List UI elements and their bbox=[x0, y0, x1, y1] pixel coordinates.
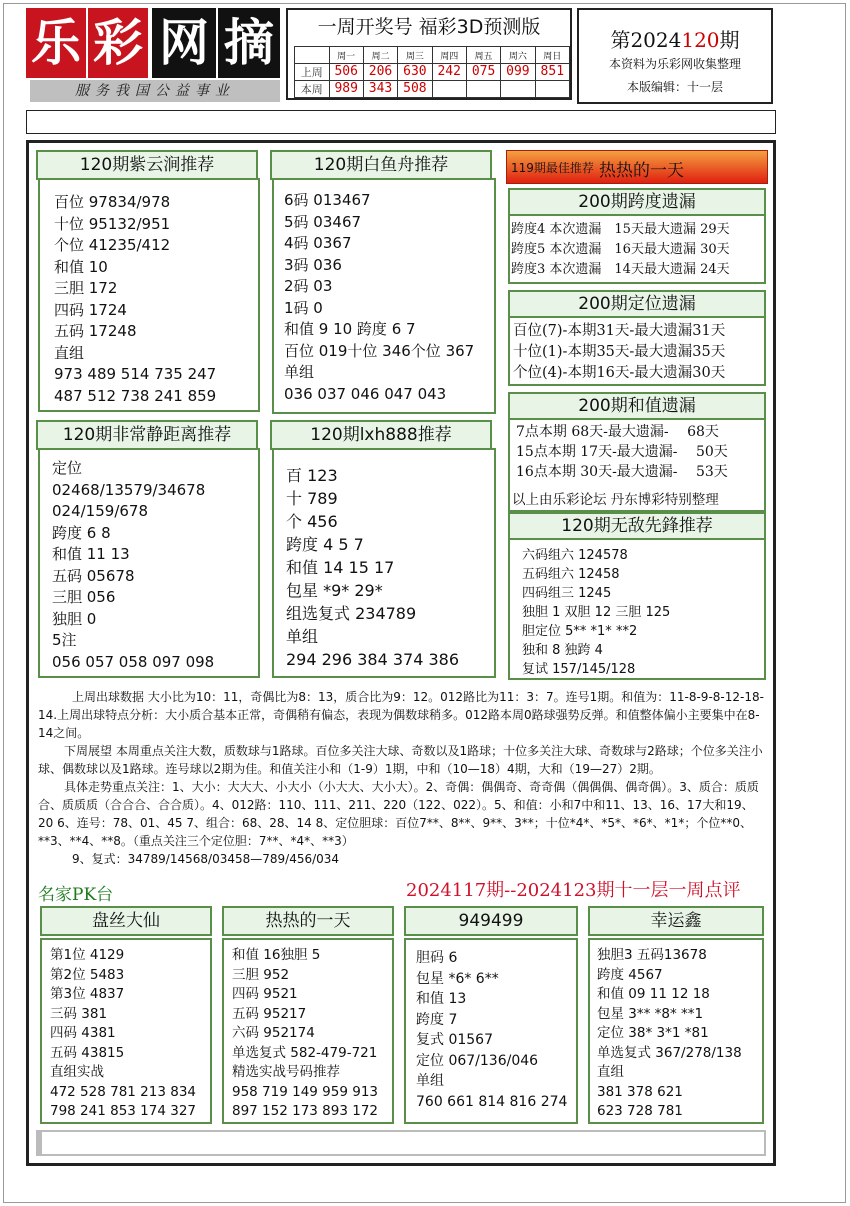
card-wudi bbox=[508, 538, 766, 680]
best-banner bbox=[506, 150, 768, 184]
card-body: 第1位 4129 第2位 5483 第3位 4837 三码 381 四码 4381 五码 43815 直组实战 472 528 781 213 834 798 241 853 174 327 bbox=[50, 947, 197, 1119]
analysis-text bbox=[38, 688, 768, 868]
card-title-feichang: 120期非常静距离推荐 bbox=[36, 420, 258, 450]
expert-card bbox=[404, 938, 578, 1124]
draw-number: 630 bbox=[398, 64, 432, 81]
logo-char-3: 网 bbox=[152, 8, 216, 78]
card-feichang bbox=[38, 448, 260, 678]
last-week-label: 上周 bbox=[295, 64, 330, 81]
draw-number: 099 bbox=[501, 64, 535, 81]
pk-label: 名家PK台 bbox=[38, 885, 114, 905]
analysis-last-week: 上周出球数据 大小比为10：11，奇偶比为8：13，质合比为9：12。012路比为11：3：7。连号1期。和值为：11-8-9-8-12-18-14.上周出球特点分析：大小质合基本正常，奇偶稍有偏态，表现为偶数球稍多。012路本周0路球强势反弹。和值整体偏小主要集中在8-14之间。 bbox=[38, 690, 764, 740]
card-kuadu bbox=[508, 214, 766, 284]
card-title-ziyunjian: 120期紫云涧推荐 bbox=[36, 150, 258, 180]
analysis-next-week: 下周展望 本周重点关注大数，质数球与1路球。百位多关注大球、奇数以及1路球；十位多关注大球、奇数球与2路球；个位多关注小球、偶数球以及1路球。连号球以2期为佳。和值关注小和（1-9）1期，中和（10—18）4期，大和（19—27）2期。 bbox=[38, 744, 763, 776]
weekday: 周六 bbox=[501, 47, 535, 64]
draw-number bbox=[501, 81, 535, 98]
logo-char-4: 摘 bbox=[218, 8, 280, 78]
source-note: 本资料为乐彩网收集整理 bbox=[608, 57, 741, 71]
card-title-kuadu: 200期跨度遗漏 bbox=[508, 188, 766, 216]
draw-number: 242 bbox=[432, 64, 466, 81]
weekday: 周一 bbox=[329, 47, 363, 64]
expert-card bbox=[40, 938, 212, 1124]
draw-table bbox=[294, 46, 570, 98]
card-body: 百位 97834/978 十位 95132/951 个位 41235/412 和值 10 三胆 172 四码 1724 五码 17248 直组 973 489 514 735 247 487 512 738 241 859 bbox=[54, 193, 217, 405]
issue-box bbox=[577, 8, 773, 104]
card-body: 胆码 6 包星 *6* 6** 和值 13 跨度 7 复式 01567 定位 067/136/046 单组 760 661 814 816 274 bbox=[416, 950, 568, 1110]
weekday: 周日 bbox=[535, 47, 569, 64]
card-body: 定位 02468/13579/34678 024/159/678 跨度 6 8 和值 11 13 五码 05678 三胆 056 独胆 0 5注 056 057 058 097 098 bbox=[52, 459, 215, 671]
logo-char-1: 乐 bbox=[26, 8, 86, 78]
card-title-baiyuzhou: 120期白鱼舟推荐 bbox=[270, 150, 492, 180]
weekday: 周三 bbox=[398, 47, 432, 64]
analysis-focus: 具体走势重点关注：1、大小：大大大、小大小（小大大、大小大）。2、奇偶：偶偶奇、奇奇偶（偶偶偶、偶奇偶）。3、质合：质质合、质质质（合合合、合合质）。4、012路：110、111、211、220（122、022）。5、和值：小和7中和11、13、16、17大和19、20 6、连号：78、01、45 7、组合：68、28、14 8、定位胆球：百位7**、8**、9**、3**；十位*4*、*5*、*6*、*1*；个位**0、**3、**4、**8。（重点关注三个定位胆：7**、*4*、**3） bbox=[38, 780, 759, 848]
draw-number: 206 bbox=[363, 64, 397, 81]
draw-number: 343 bbox=[363, 81, 397, 98]
card-title-lxh888: 120期lxh888推荐 bbox=[270, 420, 492, 450]
card-body: 独胆3 五码13678 跨度 4567 和值 09 11 12 18 包星 3** *8* **1 定位 38* 3*1 *81 单选复式 367/278/138 直组 381 378 621 623 728 781 bbox=[597, 947, 742, 1119]
weekly-review-title: 2024117期--2024123期十一层一周点评 bbox=[406, 880, 741, 901]
draw-number bbox=[535, 81, 569, 98]
expert-card bbox=[222, 938, 394, 1124]
draw-number: 508 bbox=[398, 81, 432, 98]
draw-number: 506 bbox=[329, 64, 363, 81]
logo-char-2: 彩 bbox=[88, 8, 148, 78]
draw-number: 075 bbox=[466, 64, 500, 81]
footer-bar bbox=[36, 1130, 766, 1156]
card-hezhi bbox=[508, 418, 766, 512]
card-dingwei bbox=[508, 316, 766, 386]
slogan: 服务我国公益事业 bbox=[30, 80, 280, 102]
draw-number bbox=[432, 81, 466, 98]
card-body: 6码 013467 5码 03467 4码 0367 3码 036 2码 03 1码 0 和值 9 10 跨度 6 7 百位 019十位 346个位 367 单组 036 037 046 047 043 bbox=[284, 191, 475, 403]
best-title: 119期最佳推荐 bbox=[511, 161, 594, 175]
draw-box bbox=[286, 8, 572, 100]
card-title-hezhi: 200期和值遗漏 bbox=[508, 392, 766, 420]
weekday: 周四 bbox=[432, 47, 466, 64]
analysis-compound: 9、复式：34789/14568/03458—789/456/034 bbox=[72, 852, 340, 866]
expert-title: 幸运鑫 bbox=[588, 906, 764, 936]
draw-number: 851 bbox=[535, 64, 569, 81]
card-body: 7点本期 68天-最大遗漏- 68天 15点本期 17天-最大遗漏- 50天 16点本期 30天-最大遗漏- 53天 bbox=[516, 424, 728, 480]
card-lxh888 bbox=[272, 448, 496, 678]
card-body: 六码组六 124578 五码组六 12458 四码组三 1245 独胆 1 双胆 12 三胆 125 胆定位 5** *1* **2 独和 8 独跨 4 复试 157/145/128 bbox=[522, 548, 671, 677]
weekday: 周五 bbox=[466, 47, 500, 64]
logo bbox=[26, 8, 280, 78]
best-name: 热热的一天 bbox=[599, 161, 684, 181]
expert-card bbox=[588, 938, 764, 1124]
card-ziyunjian bbox=[38, 178, 260, 412]
card-body: 百位(7)-本期31天-最大遗漏31天 十位(1)-本期35天-最大遗漏35天 个位(4)-本期16天-最大遗漏30天 bbox=[513, 323, 726, 381]
card-baiyuzhou bbox=[272, 178, 496, 414]
draw-number: 989 bbox=[329, 81, 363, 98]
card-title-wudi: 120期无敌先鋒推荐 bbox=[508, 512, 766, 540]
expert-title: 盘丝大仙 bbox=[40, 906, 212, 936]
expert-title: 热热的一天 bbox=[222, 906, 394, 936]
this-week-label: 本周 bbox=[295, 81, 330, 98]
hezhi-note: 以上由乐彩论坛 丹东博彩特别整理 bbox=[512, 492, 719, 508]
page-title: 一周开奖号 福彩3D预测版 bbox=[317, 16, 541, 38]
card-body: 和值 16独胆 5 三胆 952 四码 9521 五码 95217 六码 952174 单选复式 582-479-721 精选实战号码推荐 958 719 149 959 913 897 152 173 893 172 bbox=[232, 947, 379, 1119]
draw-number bbox=[466, 81, 500, 98]
card-body: 跨度4 本次遗漏 15天最大遗漏 29天 跨度5 本次遗漏 16天最大遗漏 30天 跨度3 本次遗漏 14天最大遗漏 24天 bbox=[511, 222, 730, 277]
card-body: 百 123 十 789 个 456 跨度 4 5 7 和值 14 15 17 包星 *9* 29* 组选复式 234789 单组 294 296 384 374 386 bbox=[286, 466, 460, 669]
expert-title: 949499 bbox=[404, 906, 578, 936]
editor-note: 本版编辑：十一层 bbox=[626, 80, 723, 94]
issue-number: 第2024120期 bbox=[610, 28, 740, 52]
card-title-dingwei: 200期定位遗漏 bbox=[508, 290, 766, 318]
weekday: 周二 bbox=[363, 47, 397, 64]
notice-bar bbox=[26, 110, 776, 134]
